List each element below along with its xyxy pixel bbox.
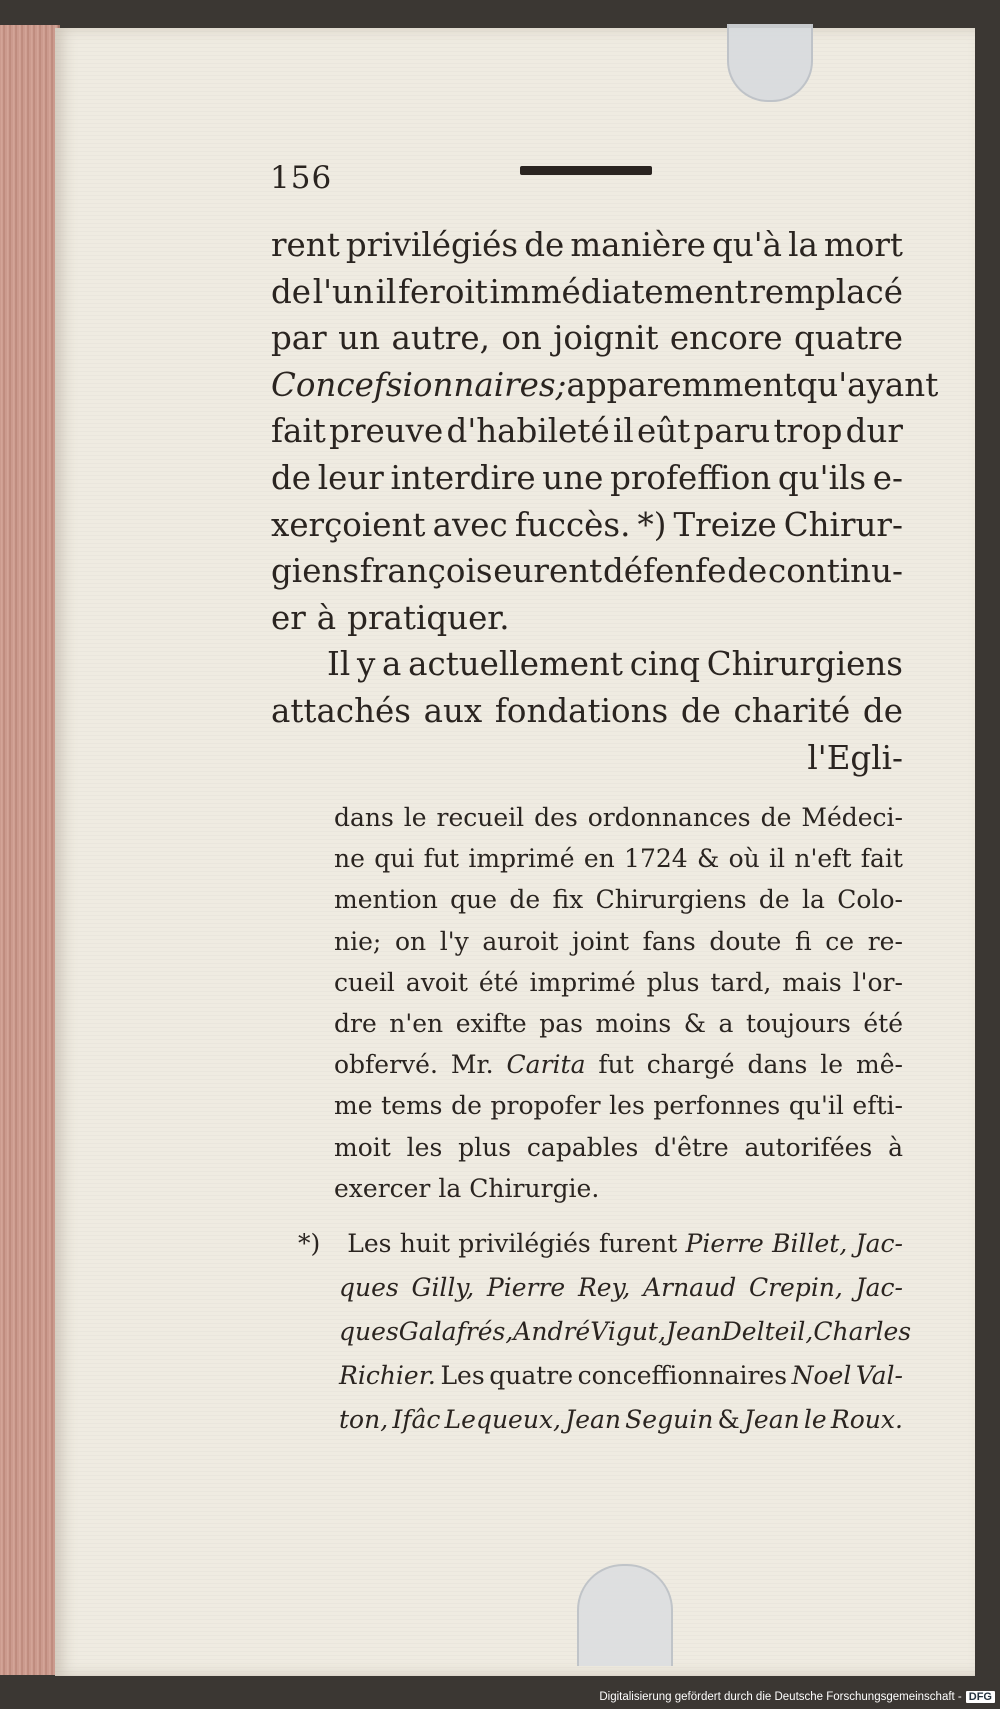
catchword: l'Egli- [807,738,903,777]
note-line: cueil avoit été imprimé plus tard, mais l'or- [334,967,903,997]
text-line: attachés aux fondations de charité de [271,691,903,730]
note-line: exercer la Chirurgie. [334,1173,600,1203]
book-page-edges [0,25,60,1675]
footnote-line: Richier. Les quatre conceffionnaires Noel Val- [339,1361,903,1390]
text-line: giens françois eurent défenfe de continu- [271,552,903,591]
paragraph-first-line: Il y a actuellement cinq Chirurgiens [327,645,903,684]
text-line: fait preuve d'habileté il eût paru trop dur [271,412,903,451]
footnote-line: ton, Ifâc Lequeux, Jean Seguin & Jean le Roux. [339,1405,903,1434]
note-line: mention que de fix Chirurgiens de la Colo- [334,885,903,915]
footnote-reference: *) [637,505,667,544]
note-line: ne qui fut imprimé en 1724 & où il n'eft fait [334,844,903,874]
footnote-line: *) Les huit privilégiés furent Pierre Billet, Jac- [298,1222,903,1266]
footnote-line: ques Galafrés, André Vigut, Jean Delteil, Charles [339,1317,912,1346]
note-line: obfervé. Mr. Carita fut chargé dans le mê- [334,1050,903,1080]
note-line: me tems de propofer les perfonnes qu'il efti- [334,1091,903,1121]
digitization-credit [590,1691,995,1707]
note-line: dans le recueil des ordonnances de Médeci- [334,803,903,832]
text-line: rent privilégiés de manière qu'à la mort [271,226,903,264]
page-number: 156 [270,160,333,196]
bottom-page-clip [577,1564,673,1666]
text-line: de leur interdire une profeffion qu'ils e- [271,458,903,497]
text-line: Concefsionnaires; apparemment qu'ayant [271,365,939,404]
note-line: moit les plus capables d'être autorifées à [334,1132,903,1162]
main-text-block [271,222,939,781]
note-line: dre n'en exifte pas moins & a toujours été [334,1008,903,1038]
dfg-logo-badge: DFG [966,1691,995,1703]
note-line: nie; on l'y auroit joint fans doute fi ce re- [334,926,903,956]
text-line: xerçoient avec fuccès. *) Treize Chirur- [271,502,903,549]
text-line: par un autre, on joignit encore quatre [271,319,903,358]
footnote-mark: *) [298,1229,321,1258]
text-line: er à pratiquer. [271,598,510,637]
footnote-line: ques Gilly, Pierre Rey, Arnaud Crepin, Jac- [339,1273,903,1302]
continued-note-block [334,797,903,1209]
text-line: de l'un il feroit immédiatement remplacé [271,272,903,311]
top-page-clip [727,24,813,102]
header-ornament-rule [520,166,652,175]
footnote-block [298,1222,912,1442]
credit-text: Digitalisierung gefördert durch die Deutsche Forschungsgemeinschaft - [599,1691,962,1703]
